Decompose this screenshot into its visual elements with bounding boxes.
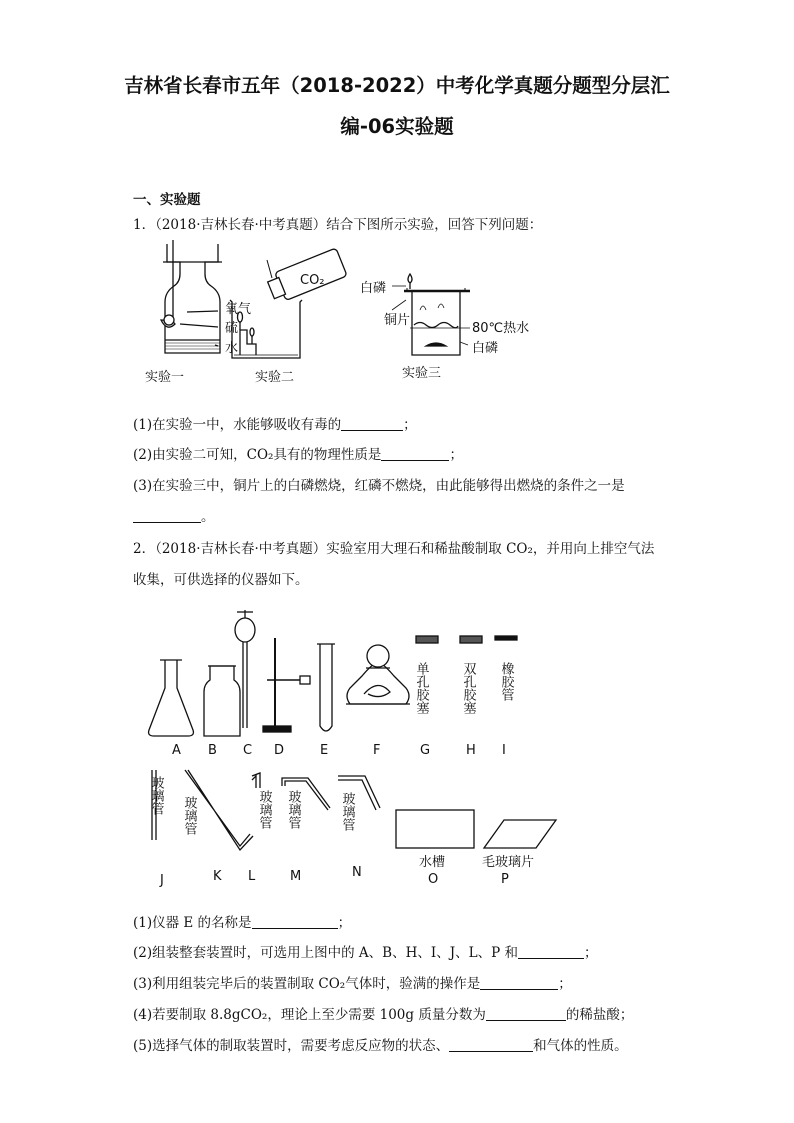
section-heading: 一、实验题 [133,192,201,208]
answer-blank[interactable] [252,915,338,930]
label-rubber-tube: 橡胶管 [498,662,514,701]
label-copper: 铜片 [384,313,411,328]
label-H: H [466,743,476,758]
q2-sub1: (1)仪器 E 的名称是 ； [133,915,352,931]
label-oxygen: 氧气 [225,302,252,317]
q2-stem-line2: 收集，可供选择的仪器如下。 [133,572,309,588]
trough-O [396,810,474,848]
q1-sub3-cont: 。 [133,505,215,525]
answer-blank[interactable] [381,447,449,462]
label-E: E [320,743,329,758]
q1-sub2: (2)由实验二可知，CO₂具有的物理性质是 ； [133,447,463,463]
label-L: L [248,869,256,884]
doc-title-line2: 编-06实验题 [340,115,454,138]
q2-sub5: (5)选择气体的制取装置时，需要考虑反应物的状态、 和气体的性质。 [133,1038,628,1054]
q2-stem-line1: 2．（2018·吉林长春·中考真题）实验室用大理石和稀盐酸制取 CO₂，并用向上排空气法 [133,541,655,557]
q2-sub2: (2)组装整套装置时，可选用上图中的 A、B、H、I、J、L、P 和 ； [133,945,598,961]
label-co2: CO₂ [300,273,325,288]
label-F: F [373,743,381,758]
answer-blank[interactable] [486,1007,566,1022]
q1-figure [130,240,550,390]
label-sulfur: 硫 [225,321,239,336]
label-hot-water: 80℃热水 [472,321,530,336]
label-glass-tube-N: 玻璃管 [339,792,355,831]
label-N: N [352,865,362,880]
label-glass-tube-K: 玻璃管 [181,796,197,835]
label-frosted-glass: 毛玻璃片 [482,855,535,870]
label-exp1: 实验一 [145,370,185,385]
bottle-B [204,666,240,736]
label-B: B [208,743,217,758]
q2-sub3: (3)利用组装完毕后的装置制取 CO₂气体时，验满的操作是 ； [133,976,572,992]
label-exp3: 实验三 [402,366,442,381]
doc-title-line1: 吉林省长春市五年（2018-2022）中考化学真题分题型分层汇 [124,74,670,97]
q1-sub1: (1)在实验一中，水能够吸收有毒的 ； [133,417,417,433]
label-O: O [428,872,439,887]
label-K: K [213,869,222,884]
label-A: A [172,743,181,758]
q2-figure [140,608,580,898]
label-exp2: 实验二 [255,370,295,385]
q1-sub3: (3)在实验三中，铜片上的白磷燃烧，红磷不燃烧，由此能够得出燃烧的条件之一是 [133,478,625,494]
label-white-p-top: 白磷 [360,281,387,296]
label-white-p-bottom: 白磷 [472,341,499,356]
flask-A [149,660,194,736]
label-D: D [274,743,285,758]
answer-blank[interactable] [480,976,558,991]
label-glass-tube-M: 玻璃管 [285,790,301,829]
q2-sub4: (4)若要制取 8.8gCO₂，理论上至少需要 100g 质量分数为 的稀盐酸； [133,1007,634,1023]
answer-blank[interactable] [518,945,584,960]
label-water: 水 [225,341,239,356]
label-water-trough: 水槽 [419,855,446,870]
label-J: J [160,873,164,888]
glass-plate-P [484,820,556,848]
label-I: I [502,743,506,758]
label-single-stopper: 单孔胶塞 [413,662,429,714]
label-P: P [501,872,509,887]
label-G: G [420,743,431,758]
answer-blank[interactable] [341,417,403,432]
label-M: M [290,869,302,884]
label-glass-tube-J: 玻璃管 [148,776,164,815]
label-double-stopper: 双孔胶塞 [460,662,476,714]
answer-blank[interactable] [449,1038,533,1053]
label-glass-tube-L: 玻璃管 [256,790,272,829]
label-C: C [243,743,253,758]
q1-stem: 1．（2018·吉林长春·中考真题）结合下图所示实验，回答下列问题： [133,217,543,233]
answer-blank[interactable] [133,509,201,524]
